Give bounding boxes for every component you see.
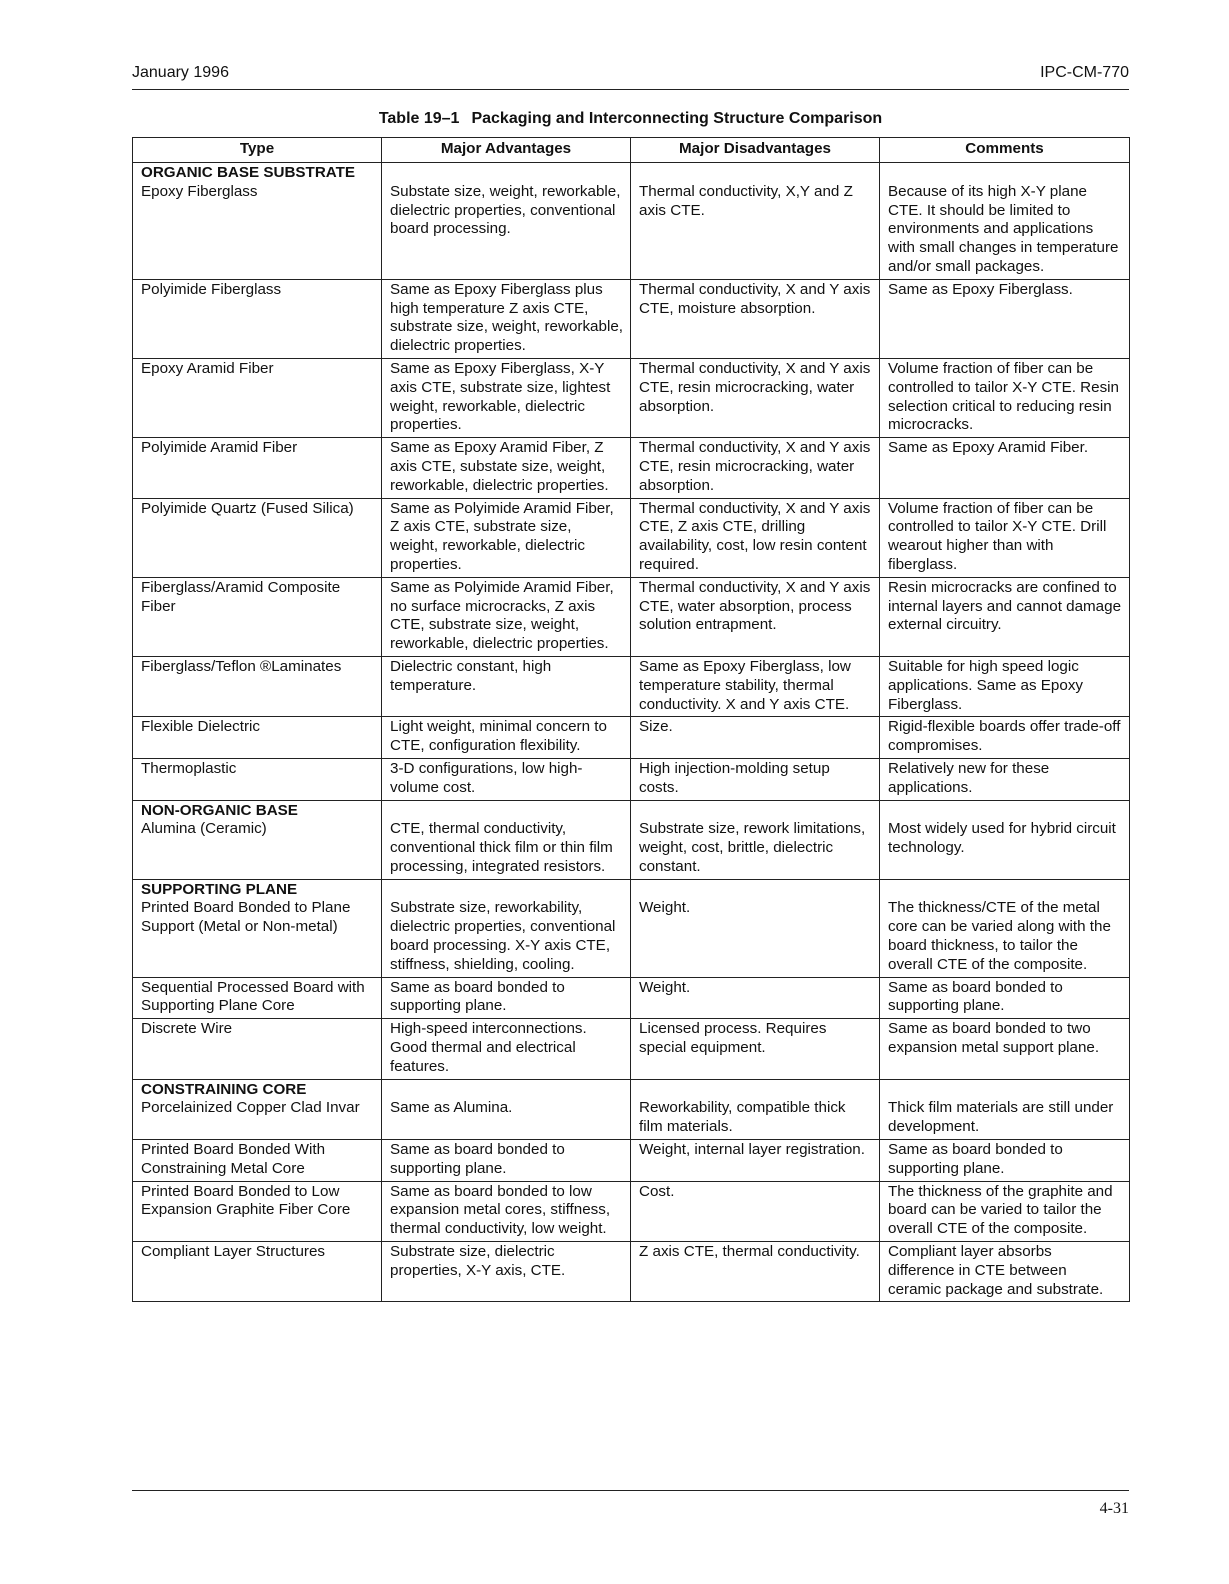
type-label: Polyimide Aramid Fiber	[141, 439, 298, 457]
cell-comments	[880, 163, 1130, 280]
group-spacer	[888, 1081, 1122, 1100]
type-label: Epoxy Fiberglass	[141, 182, 258, 200]
cell-advantages	[382, 358, 631, 437]
cell-comments-text: Volume fraction of fiber can be controlled to tailor X-Y CTE. Resin selection critical to reducing resin microcracks.	[888, 359, 1120, 434]
type-label: Printed Board Bonded to Low Expansion Graphite Fiber Core	[141, 1182, 351, 1219]
type-label: Epoxy Aramid Fiber	[141, 359, 274, 377]
cell-advantages-text: Dielectric constant, high temperature.	[390, 657, 552, 694]
cell-type	[133, 800, 382, 879]
cell-comments	[880, 1140, 1130, 1182]
table-row	[133, 717, 1130, 759]
column-header-type: Type	[133, 138, 382, 163]
cell-disadvantages	[631, 977, 880, 1019]
cell-disadvantages	[631, 1242, 880, 1302]
cell-advantages-text: Light weight, minimal concern to CTE, configuration flexibility.	[390, 718, 607, 755]
cell-advantages	[382, 279, 631, 358]
cell-disadvantages-text: Thermal conductivity, X,Y and Z axis CTE.	[639, 182, 853, 219]
type-label: Porcelainized Copper Clad Invar	[141, 1099, 360, 1117]
cell-advantages	[382, 163, 631, 280]
cell-disadvantages-text: Cost.	[639, 1182, 675, 1200]
table-row	[133, 577, 1130, 656]
cell-advantages	[382, 1181, 631, 1241]
cell-advantages-text: Same as board bonded to low expansion metal cores, stiffness, thermal conductivity, low weight.	[390, 1182, 611, 1238]
cell-comments	[880, 1242, 1130, 1302]
cell-disadvantages	[631, 1181, 880, 1241]
cell-comments	[880, 800, 1130, 879]
header-document-id: IPC-CM-770	[1040, 64, 1129, 81]
cell-disadvantages-text: Thermal conductivity, X and Y axis CTE, water absorption, process solution entrapment.	[639, 578, 871, 634]
group-spacer	[390, 164, 623, 183]
cell-disadvantages-text: Thermal conductivity, X and Y axis CTE, Z axis CTE, drilling availability, cost, low resin content required.	[639, 499, 871, 573]
table-row	[133, 358, 1130, 437]
cell-comments-text: Compliant layer absorbs difference in CTE between ceramic package and substrate.	[888, 1243, 1104, 1298]
cell-advantages-text: Same as Epoxy Fiberglass, X-Y axis CTE, substrate size, lightest weight, reworkable, dielectric properties.	[390, 359, 611, 434]
cell-type	[133, 656, 382, 716]
group-spacer	[888, 802, 1122, 821]
cell-disadvantages	[631, 1079, 880, 1139]
type-label: Polyimide Fiberglass	[141, 280, 282, 298]
group-heading: ORGANIC BASE SUBSTRATE	[141, 164, 356, 181]
page-number: 4-31	[1099, 1500, 1129, 1517]
table-row	[133, 163, 1130, 280]
cell-type	[133, 358, 382, 437]
cell-comments	[880, 1019, 1130, 1079]
cell-type	[133, 879, 382, 977]
cell-comments-text: Same as board bonded to supporting plane.	[888, 1141, 1063, 1177]
cell-advantages	[382, 656, 631, 716]
cell-disadvantages-text: High injection-molding setup costs.	[639, 759, 830, 796]
cell-advantages	[382, 800, 631, 879]
cell-advantages-text: Substate size, weight, reworkable, dielectric properties, conventional board processing.	[390, 182, 621, 238]
cell-comments-text: Same as board bonded to two expansion metal support plane.	[888, 1020, 1100, 1057]
cell-disadvantages-text: Weight, internal layer registration.	[639, 1141, 865, 1159]
table-row	[133, 438, 1130, 498]
cell-disadvantages-text: Reworkability, compatible thick film materials.	[639, 1099, 846, 1136]
cell-type	[133, 758, 382, 800]
table-row	[133, 879, 1130, 977]
group-spacer	[390, 1081, 623, 1100]
group-spacer	[639, 1081, 872, 1100]
type-label: Compliant Layer Structures	[141, 1243, 326, 1261]
table-row	[133, 758, 1130, 800]
cell-advantages-text: Same as Polyimide Aramid Fiber, Z axis CTE, substrate size, weight, reworkable, dielectric properties.	[390, 499, 614, 573]
table-row	[133, 1019, 1130, 1079]
cell-comments	[880, 879, 1130, 977]
cell-advantages	[382, 758, 631, 800]
table-header-row	[133, 138, 1130, 163]
cell-comments	[880, 977, 1130, 1019]
cell-comments-text: Same as Epoxy Fiberglass.	[888, 280, 1073, 298]
cell-advantages-text: Same as board bonded to supporting plane.	[390, 978, 565, 1015]
group-heading: CONSTRAINING CORE	[141, 1080, 307, 1098]
cell-type	[133, 577, 382, 656]
cell-disadvantages	[631, 438, 880, 498]
cell-advantages	[382, 717, 631, 759]
type-label: Sequential Processed Board with Supporting Plane Core	[141, 978, 365, 1015]
group-heading: SUPPORTING PLANE	[141, 880, 298, 898]
group-spacer	[888, 881, 1122, 900]
cell-comments	[880, 758, 1130, 800]
cell-comments-text: Most widely used for hybrid circuit technology.	[888, 820, 1116, 857]
cell-disadvantages	[631, 879, 880, 977]
cell-comments-text: Thick film materials are still under development.	[888, 1099, 1114, 1136]
cell-disadvantages-text: Substrate size, rework limitations, weight, cost, brittle, dielectric constant.	[639, 820, 866, 875]
cell-advantages	[382, 1079, 631, 1139]
cell-advantages	[382, 1019, 631, 1079]
cell-advantages-text: CTE, thermal conductivity, conventional thick film or thin film processing, integrated resistors.	[390, 820, 613, 875]
type-label: Alumina (Ceramic)	[141, 820, 267, 838]
cell-advantages-text: Same as board bonded to supporting plane.	[390, 1141, 565, 1177]
type-label: Discrete Wire	[141, 1020, 233, 1038]
cell-type	[133, 1019, 382, 1079]
cell-advantages-text: Same as Epoxy Aramid Fiber, Z axis CTE, substate size, weight, reworkable, dielectric properties.	[390, 439, 609, 494]
cell-advantages-text: Same as Epoxy Fiberglass plus high temperature Z axis CTE, substrate size, weight, reworkable, dielectric properties.	[390, 280, 623, 355]
table-row	[133, 498, 1130, 577]
cell-advantages	[382, 977, 631, 1019]
cell-advantages	[382, 498, 631, 577]
table-row	[133, 977, 1130, 1019]
table-number: Table 19–1	[378, 110, 460, 127]
cell-comments	[880, 1079, 1130, 1139]
cell-disadvantages-text: Licensed process. Requires special equipment.	[639, 1020, 827, 1057]
cell-advantages-text: Substrate size, reworkability, dielectric properties, conventional board processing. X-Y axis CTE, stiffness, shielding, cooling.	[390, 899, 616, 973]
cell-disadvantages-text: Thermal conductivity, X and Y axis CTE, resin microcracking, water absorption.	[639, 439, 871, 494]
cell-comments-text: Suitable for high speed logic applications. Same as Epoxy Fiberglass.	[888, 657, 1084, 713]
table-row	[133, 279, 1130, 358]
cell-comments	[880, 656, 1130, 716]
cell-advantages	[382, 577, 631, 656]
cell-type	[133, 977, 382, 1019]
cell-comments	[880, 498, 1130, 577]
cell-type	[133, 438, 382, 498]
cell-disadvantages	[631, 358, 880, 437]
type-label: Polyimide Quartz (Fused Silica)	[141, 499, 354, 517]
cell-type	[133, 279, 382, 358]
cell-comments	[880, 577, 1130, 656]
group-spacer	[390, 802, 623, 821]
type-label: Flexible Dielectric	[141, 718, 261, 736]
cell-comments-text: Same as board bonded to supporting plane.	[888, 978, 1063, 1015]
type-label: Thermoplastic	[141, 759, 237, 777]
group-heading: NON-ORGANIC BASE	[141, 801, 298, 819]
group-spacer	[390, 881, 623, 900]
cell-comments-text: The thickness of the graphite and board can be varied to tailor the overall CTE of the composite.	[888, 1182, 1113, 1238]
cell-comments	[880, 438, 1130, 498]
column-header-comments: Comments	[880, 138, 1130, 163]
cell-advantages-text: Same as Polyimide Aramid Fiber, no surface microcracks, Z axis CTE, substrate size, weight, reworkable, dielectric properties.	[390, 578, 614, 653]
cell-comments	[880, 358, 1130, 437]
table-row	[133, 1181, 1130, 1241]
cell-advantages-text: High-speed interconnections. Good thermal and electrical features.	[390, 1020, 587, 1075]
cell-comments-text: The thickness/CTE of the metal core can be varied along with the board thickness, to tailor the overall CTE of the composite.	[888, 899, 1111, 973]
cell-type	[133, 717, 382, 759]
table-row	[133, 1140, 1130, 1182]
cell-disadvantages	[631, 758, 880, 800]
cell-disadvantages-text: Thermal conductivity, X and Y axis CTE, moisture absorption.	[639, 280, 871, 317]
cell-disadvantages-text: Size.	[639, 718, 673, 736]
cell-comments-text: Resin microcracks are confined to internal layers and cannot damage external circuitry.	[888, 578, 1122, 634]
cell-type	[133, 1079, 382, 1139]
cell-advantages-text: Substrate size, dielectric properties, X-Y axis, CTE.	[390, 1243, 566, 1279]
cell-disadvantages	[631, 800, 880, 879]
type-label: Fiberglass/Teflon ®Laminates	[141, 657, 342, 675]
type-label: Printed Board Bonded With Constraining Metal Core	[141, 1141, 326, 1177]
header-date: January 1996	[132, 64, 229, 81]
cell-comments-text: Because of its high X-Y plane CTE. It should be limited to environments and applications with small changes in temperature and/or small packages.	[888, 182, 1119, 275]
cell-advantages	[382, 879, 631, 977]
cell-disadvantages-text: Thermal conductivity, X and Y axis CTE, resin microcracking, water absorption.	[639, 359, 871, 415]
type-label: Fiberglass/Aramid Composite Fiber	[141, 578, 341, 615]
header-rule	[132, 89, 1129, 90]
cell-comments-text: Relatively new for these applications.	[888, 759, 1050, 796]
cell-disadvantages	[631, 1140, 880, 1182]
comparison-table	[132, 137, 1130, 1302]
column-header-advantages: Major Advantages	[382, 138, 631, 163]
type-label: Printed Board Bonded to Plane Support (Metal or Non-metal)	[141, 899, 351, 936]
cell-disadvantages-text: Weight.	[639, 978, 691, 996]
cell-advantages-text: 3-D configurations, low high-volume cost.	[390, 759, 583, 796]
group-spacer	[639, 881, 872, 900]
cell-disadvantages	[631, 656, 880, 716]
cell-disadvantages	[631, 1019, 880, 1079]
group-spacer	[888, 164, 1122, 183]
footer-rule	[132, 1490, 1129, 1491]
table-caption	[132, 110, 1129, 128]
cell-disadvantages	[631, 279, 880, 358]
cell-advantages	[382, 1242, 631, 1302]
cell-comments	[880, 717, 1130, 759]
cell-comments	[880, 279, 1130, 358]
cell-comments-text: Same as Epoxy Aramid Fiber.	[888, 439, 1089, 457]
cell-disadvantages	[631, 577, 880, 656]
table-row	[133, 1242, 1130, 1302]
column-header-disadvantages: Major Disadvantages	[631, 138, 880, 163]
cell-comments-text: Rigid-flexible boards offer trade-off compromises.	[888, 718, 1121, 755]
cell-disadvantages-text: Same as Epoxy Fiberglass, low temperature stability, thermal conductivity. X and Y axis CTE.	[639, 657, 851, 713]
table-title: Packaging and Interconnecting Structure Comparison	[471, 110, 883, 127]
cell-comments-text: Volume fraction of fiber can be controlled to tailor X-Y CTE. Drill wearout higher than with fiberglass.	[888, 499, 1107, 573]
cell-advantages	[382, 1140, 631, 1182]
cell-disadvantages	[631, 163, 880, 280]
cell-disadvantages-text: Weight.	[639, 899, 691, 917]
cell-advantages	[382, 438, 631, 498]
cell-disadvantages	[631, 717, 880, 759]
cell-type	[133, 1242, 382, 1302]
table-row	[133, 800, 1130, 879]
table-body	[133, 163, 1130, 1302]
table-row	[133, 656, 1130, 716]
cell-advantages-text: Same as Alumina.	[390, 1099, 513, 1117]
cell-type	[133, 498, 382, 577]
cell-disadvantages	[631, 498, 880, 577]
group-spacer	[639, 802, 872, 821]
cell-type	[133, 1181, 382, 1241]
cell-type	[133, 1140, 382, 1182]
group-spacer	[639, 164, 872, 183]
cell-disadvantages-text: Z axis CTE, thermal conductivity.	[639, 1243, 860, 1261]
cell-comments	[880, 1181, 1130, 1241]
table-row	[133, 1079, 1130, 1139]
cell-type	[133, 163, 382, 280]
